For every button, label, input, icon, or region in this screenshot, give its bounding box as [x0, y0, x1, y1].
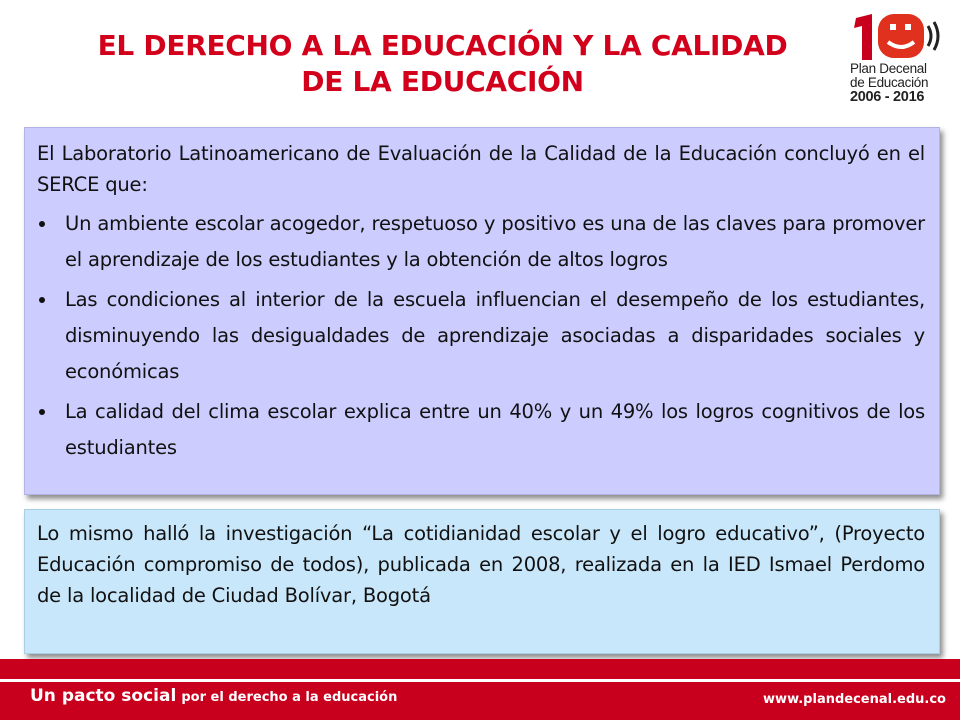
- bullet-text: Las condiciones al interior de la escuela influencian el desempeño de los estudiantes, disminuyendo las desigualdades de aprendizaje asociadas a disparidades sociales y económicas: [65, 288, 925, 383]
- research-note-box: [24, 509, 940, 654]
- footer-url-link[interactable]: www.plandecenal.edu.co: [763, 692, 946, 707]
- bullet-text: La calidad del clima escolar explica entre un 40% y un 49% los logros cognitivos de los estudiantes: [65, 400, 925, 459]
- footer: [0, 682, 960, 720]
- slide-title-line-2: DE LA EDUCACIÓN: [301, 65, 584, 98]
- logo-line-2: de Educación: [850, 75, 929, 90]
- bullet-dot-icon: [39, 409, 45, 415]
- footer-slogan: [30, 686, 397, 706]
- footer-slogan-bold: Un pacto social: [30, 686, 177, 706]
- bullet-dot-icon: [39, 297, 45, 303]
- serce-findings-box: [24, 127, 940, 495]
- bullet-text: Un ambiente escolar acogedor, respetuoso y positivo es una de las claves para promover el aprendizaje de los estudiantes y la obtención de altos logros: [65, 212, 925, 271]
- logo-years: 2006 - 2016: [850, 89, 925, 105]
- serce-intro: El Laboratorio Latinoamericano de Evaluación de la Calidad de la Educación concluyó en el SERCE que:: [37, 142, 925, 196]
- logo-caption: [850, 62, 950, 104]
- logo-line-1: Plan Decenal: [850, 61, 927, 76]
- list-item: [37, 394, 925, 466]
- bullet-dot-icon: [39, 221, 45, 227]
- list-item: [37, 282, 925, 390]
- list-item: [37, 206, 925, 278]
- serce-bullet-list: [37, 206, 925, 466]
- research-note-text: Lo mismo halló la investigación “La cotidianidad escolar y el logro educativo”, (Proyecto Educación compromiso de todos), publicada en 2008, realizada en la IED Ismael Perdomo de la localidad de Ciudad Bolívar, Bogotá: [37, 522, 925, 607]
- slide-title-line-1: EL DERECHO A LA EDUCACIÓN Y LA CALIDAD: [97, 29, 788, 62]
- footer-top-bar: [0, 659, 960, 679]
- slide-title: [60, 28, 825, 100]
- footer-slogan-rest: por el derecho a la educación: [181, 690, 398, 705]
